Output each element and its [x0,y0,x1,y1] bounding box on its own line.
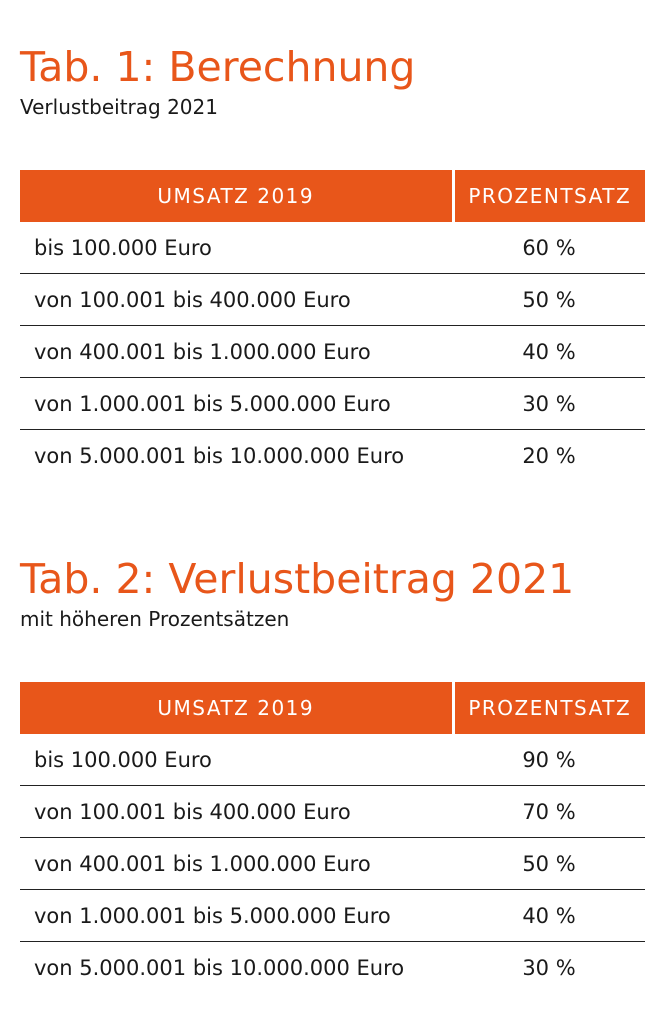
table2-header-prozentsatz: PROZENTSATZ [453,682,645,734]
range-cell: von 1.000.001 bis 5.000.000 Euro [20,378,453,430]
range-cell: von 5.000.001 bis 10.000.000 Euro [34,443,405,468]
table-row [20,734,645,786]
table-row [20,890,645,942]
table2-title: Tab. 2: Verlustbeitrag 2021 [20,555,575,603]
range-cell: von 100.001 bis 400.000 Euro [20,274,453,326]
table-row [20,430,645,482]
table2-section [20,552,645,993]
table2-header-row [20,682,645,734]
range-cell: von 400.001 bis 1.000.000 Euro [20,326,453,378]
table-row [20,222,645,274]
table-row [20,838,645,890]
percent-cell: 40 % [453,890,645,942]
range-cell: bis 100.000 Euro [20,734,453,786]
percent-cell: 60 % [453,222,645,274]
range-cell: von 100.001 bis 400.000 Euro [20,786,453,838]
table1-header-row [20,170,645,222]
table-row [20,378,645,430]
percent-cell: 30 % [522,955,576,980]
table-row [20,786,645,838]
table-row [20,274,645,326]
table1 [20,170,645,481]
percent-cell: 50 % [453,274,645,326]
percent-cell: 20 % [522,443,576,468]
table-row [20,942,645,994]
table1-title: Tab. 1: Berechnung [20,43,416,91]
percent-cell: 50 % [453,838,645,890]
table1-header-umsatz: UMSATZ 2019 [20,170,453,222]
table-row [20,326,645,378]
table1-subtitle: Verlustbeitrag 2021 [20,95,218,119]
table1-section [20,40,645,481]
table2-subtitle: mit höheren Prozentsätzen [20,607,290,631]
range-cell: von 400.001 bis 1.000.000 Euro [20,838,453,890]
range-cell: bis 100.000 Euro [20,222,453,274]
range-cell: von 5.000.001 bis 10.000.000 Euro [34,955,405,980]
table1-header-prozentsatz: PROZENTSATZ [453,170,645,222]
percent-cell: 70 % [453,786,645,838]
percent-cell: 30 % [453,378,645,430]
table2 [20,682,645,993]
percent-cell: 40 % [453,326,645,378]
percent-cell: 90 % [453,734,645,786]
table2-header-umsatz: UMSATZ 2019 [20,682,453,734]
range-cell: von 1.000.001 bis 5.000.000 Euro [20,890,453,942]
